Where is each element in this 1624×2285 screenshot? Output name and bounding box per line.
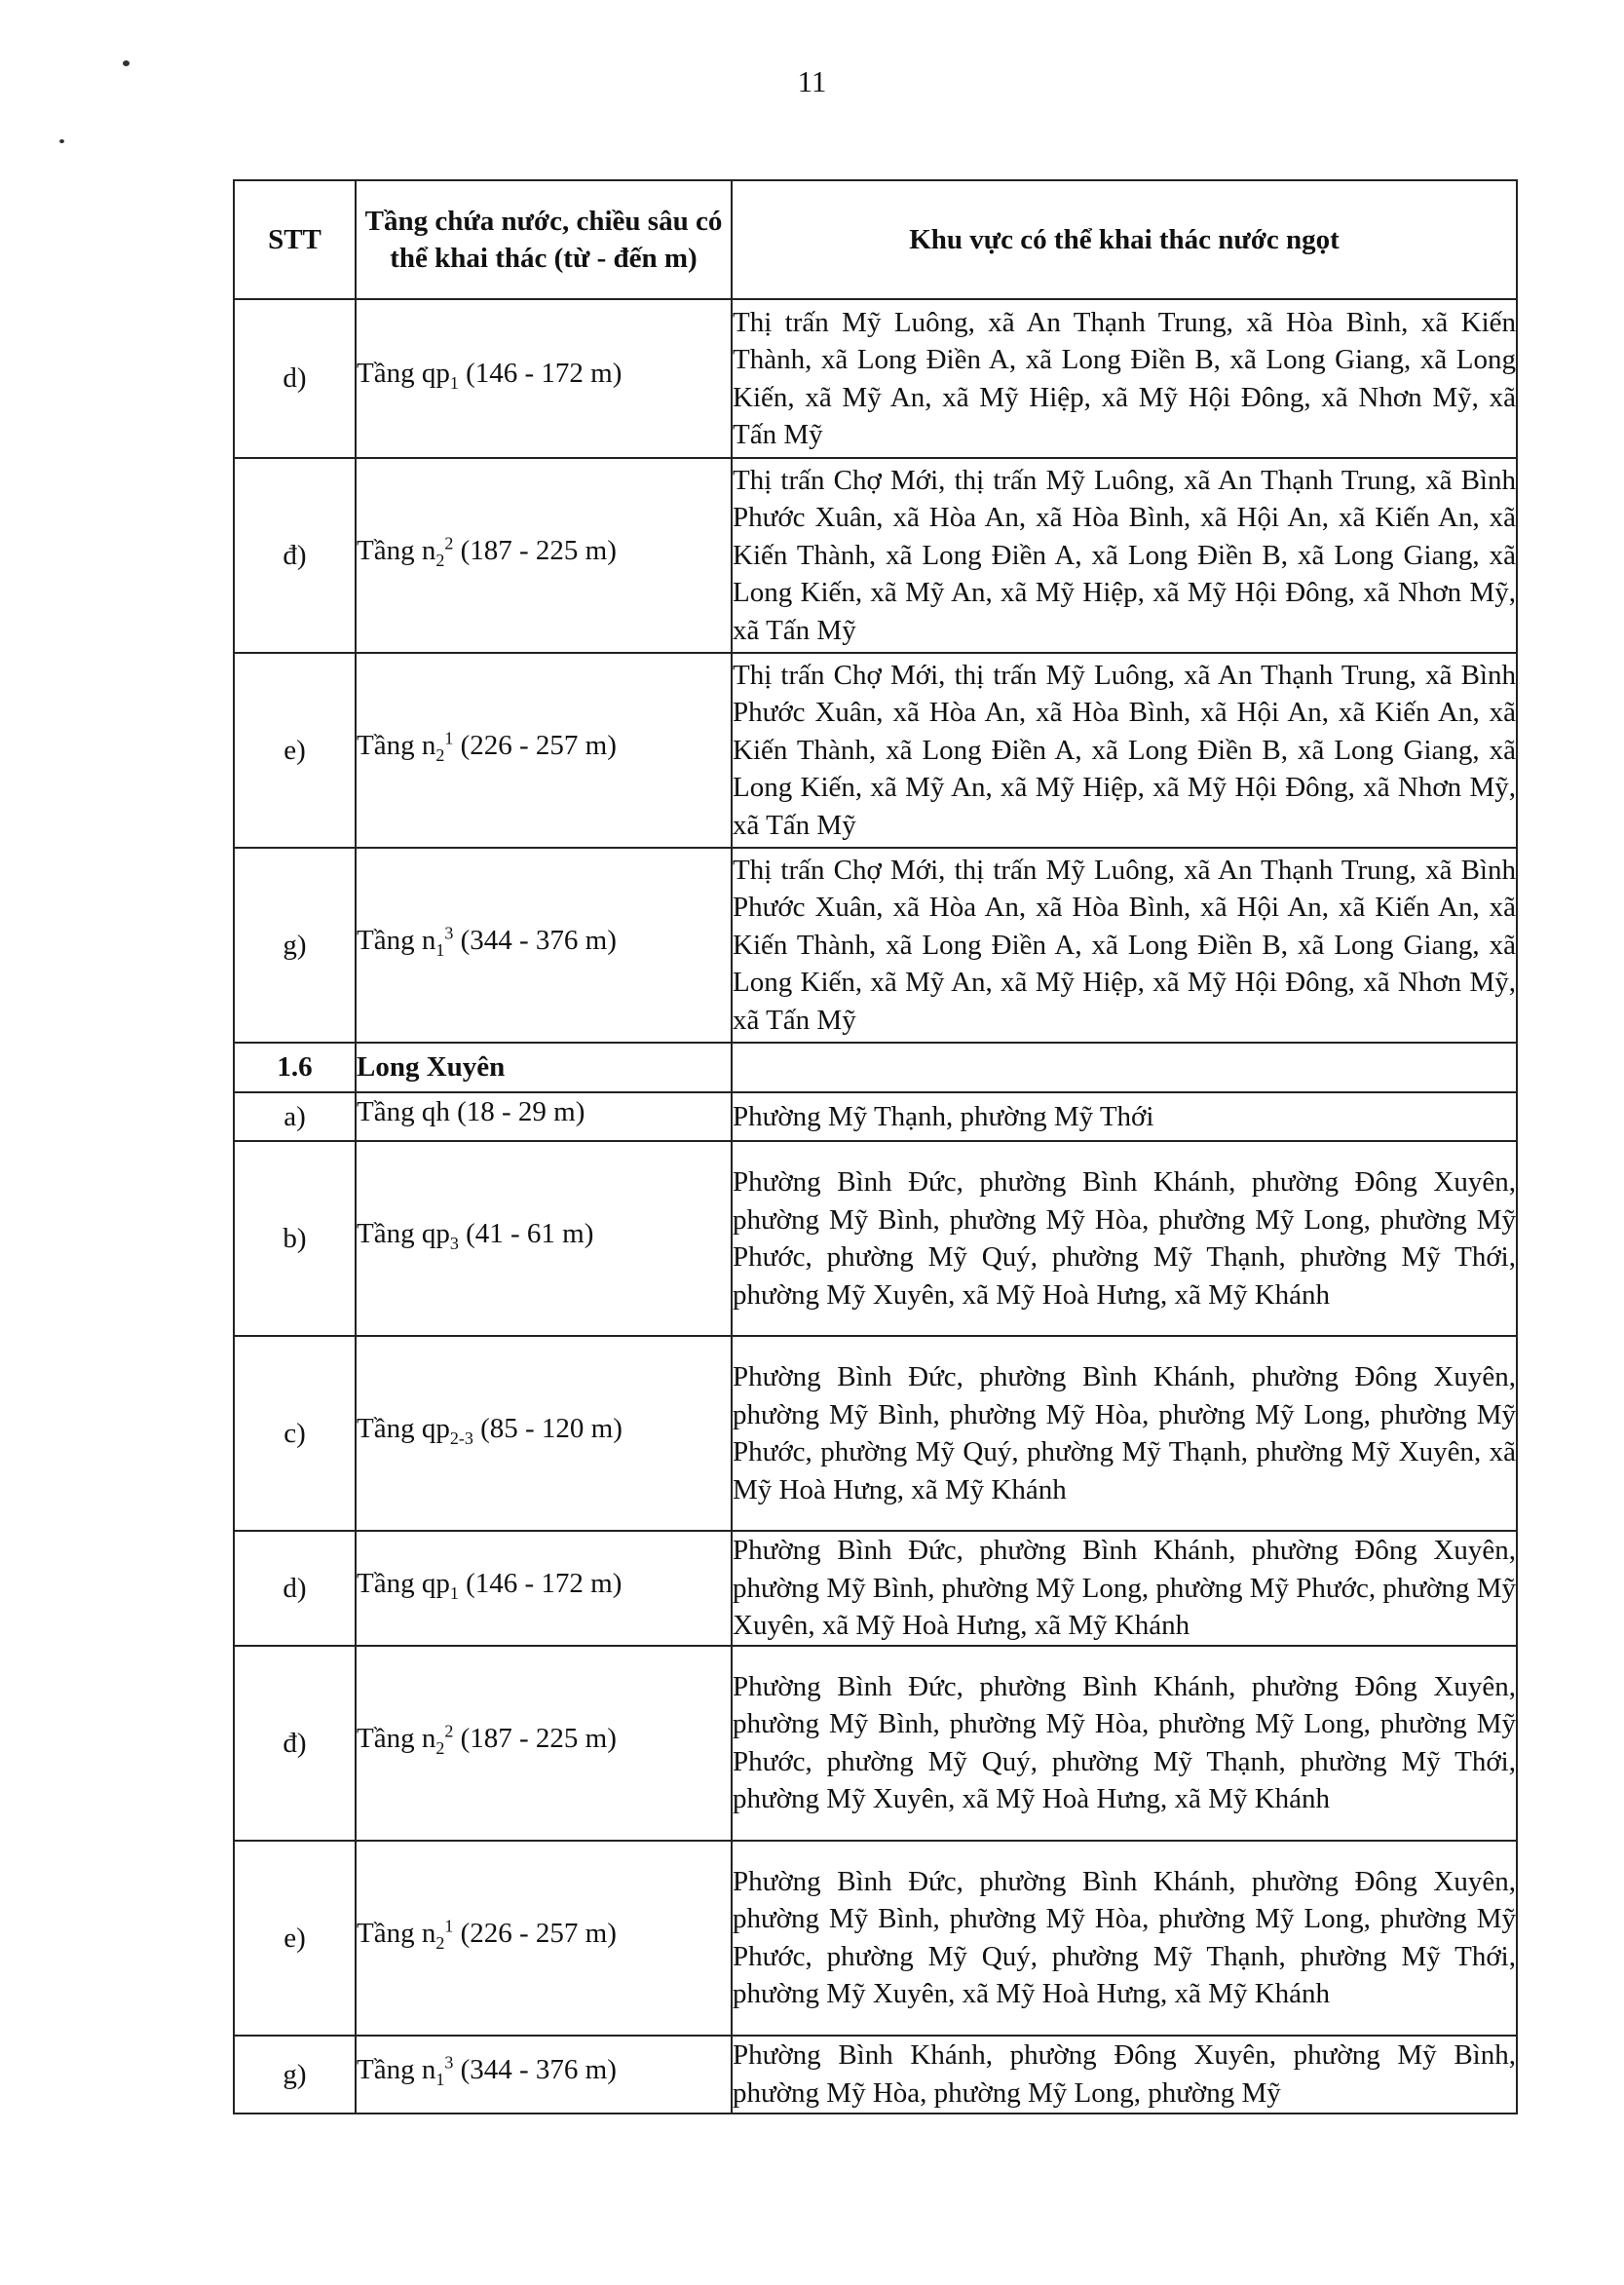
- table-row: [234, 1092, 1517, 1141]
- layer-subscript: 2: [435, 1932, 445, 1953]
- row-area: Phường Bình Đức, phường Bình Khánh, phường Đông Xuyên, phường Mỹ Bình, phường Mỹ Long, phường Mỹ Phước, phường Mỹ Xuyên, xã Mỹ Hoà Hưng, xã Mỹ Khánh: [732, 1531, 1517, 1646]
- layer-prefix: Tầng n: [357, 1917, 436, 1949]
- row-area: Phường Bình Đức, phường Bình Khánh, phường Đông Xuyên, phường Mỹ Bình, phường Mỹ Hòa, phường Mỹ Long, phường Mỹ Phước, phường Mỹ Quý, phường Mỹ Thạnh, phường Mỹ Thới, phường Mỹ Xuyên, xã Mỹ Hoà Hưng, xã Mỹ Khánh: [732, 1841, 1517, 2036]
- table-body: [234, 299, 1517, 2114]
- layer-prefix: Tầng qp: [357, 358, 450, 390]
- layer-depth: (146 - 172 m): [458, 358, 623, 390]
- row-area: Phường Bình Đức, phường Bình Khánh, phường Đông Xuyên, phường Mỹ Bình, phường Mỹ Hòa, phường Mỹ Long, phường Mỹ Phước, phường Mỹ Quý, phường Mỹ Thạnh, phường Mỹ Xuyên, xã Mỹ Hoà Hưng, xã Mỹ Khánh: [732, 1336, 1517, 1531]
- table-row: [234, 1336, 1517, 1531]
- layer-prefix: Tầng n: [357, 2053, 436, 2085]
- row-stt: e): [234, 653, 356, 848]
- layer-superscript: 1: [444, 728, 454, 748]
- layer-subscript: 2-3: [449, 1428, 473, 1448]
- row-stt: a): [234, 1092, 356, 1141]
- row-layer: [356, 458, 732, 653]
- row-layer: [356, 653, 732, 848]
- row-layer: [356, 299, 732, 458]
- row-area: Thị trấn Chợ Mới, thị trấn Mỹ Luông, xã An Thạnh Trung, xã Bình Phước Xuân, xã Hòa An, xã Hòa Bình, xã Hội An, xã Kiến An, xã Kiến Thành, xã Long Điền A, xã Long Điền B, xã Long Giang, xã Long Kiến, xã Mỹ An, xã Mỹ Hiệp, xã Mỹ Hội Đông, xã Nhơn Mỹ, xã Tấn Mỹ: [732, 458, 1517, 653]
- layer-superscript: 2: [444, 1720, 454, 1740]
- layer-subscript: 2: [435, 1737, 445, 1758]
- layer-prefix: Tầng n: [357, 729, 436, 761]
- table-header-row: [234, 180, 1517, 299]
- header-layer: Tầng chứa nước, chiều sâu có thể khai thác (từ - đến m): [356, 180, 732, 299]
- layer-prefix: Tầng qh: [357, 1096, 450, 1127]
- layer-prefix: Tầng qp: [357, 1218, 450, 1250]
- table-row: [234, 1841, 1517, 2036]
- table-row: [234, 299, 1517, 458]
- row-stt: c): [234, 1336, 356, 1531]
- table-row: [234, 848, 1517, 1043]
- row-area: Phường Mỹ Thạnh, phường Mỹ Thới: [732, 1092, 1517, 1141]
- row-stt: d): [234, 299, 356, 458]
- row-area: Phường Bình Khánh, phường Đông Xuyên, phường Mỹ Bình, phường Mỹ Hòa, phường Mỹ Long, phường Mỹ: [732, 2036, 1517, 2114]
- layer-superscript: 1: [444, 1915, 454, 1935]
- row-layer: [356, 1092, 732, 1141]
- section-row: [234, 1043, 1517, 1092]
- header-stt: STT: [234, 180, 356, 299]
- layer-subscript: 2: [435, 550, 445, 570]
- layer-depth: (344 - 376 m): [453, 2053, 617, 2085]
- layer-depth: (226 - 257 m): [453, 1917, 617, 1949]
- row-area: Thị trấn Chợ Mới, thị trấn Mỹ Luông, xã An Thạnh Trung, xã Bình Phước Xuân, xã Hòa An, xã Hòa Bình, xã Hội An, xã Kiến An, xã Kiến Thành, xã Long Điền A, xã Long Điền B, xã Long Giang, xã Long Kiến, xã Mỹ An, xã Mỹ Hiệp, xã Mỹ Hội Đông, xã Nhơn Mỹ, xã Tấn Mỹ: [732, 653, 1517, 848]
- row-layer: [356, 848, 732, 1043]
- layer-depth: (146 - 172 m): [458, 1567, 623, 1599]
- section-number: 1.6: [234, 1043, 356, 1092]
- row-stt: đ): [234, 458, 356, 653]
- layer-depth: (85 - 120 m): [472, 1413, 623, 1445]
- row-stt: d): [234, 1531, 356, 1646]
- groundwater-table: [233, 179, 1518, 2114]
- layer-prefix: Tầng n: [357, 534, 436, 566]
- table-row: [234, 1646, 1517, 1841]
- row-stt: e): [234, 1841, 356, 2036]
- layer-subscript: 1: [449, 373, 459, 394]
- table-row: [234, 2036, 1517, 2114]
- layer-subscript: 1: [435, 939, 445, 960]
- layer-superscript: 3: [444, 2051, 454, 2072]
- scan-speck: [59, 139, 64, 143]
- row-layer: [356, 1531, 732, 1646]
- page-number: 11: [797, 64, 827, 98]
- row-stt: g): [234, 2036, 356, 2114]
- row-layer: [356, 2036, 732, 2114]
- layer-depth: (18 - 29 m): [449, 1096, 585, 1127]
- table-row: [234, 1141, 1517, 1336]
- row-area: Thị trấn Chợ Mới, thị trấn Mỹ Luông, xã An Thạnh Trung, xã Bình Phước Xuân, xã Hòa An, xã Hòa Bình, xã Hội An, xã Kiến An, xã Kiến Thành, xã Long Điền A, xã Long Điền B, xã Long Giang, xã Long Kiến, xã Mỹ An, xã Mỹ Hiệp, xã Mỹ Hội Đông, xã Nhơn Mỹ, xã Tấn Mỹ: [732, 848, 1517, 1043]
- layer-depth: (226 - 257 m): [453, 729, 617, 761]
- table-row: [234, 1531, 1517, 1646]
- row-layer: [356, 1141, 732, 1336]
- table-row: [234, 458, 1517, 653]
- layer-subscript: 3: [449, 1233, 459, 1253]
- layer-prefix: Tầng qp: [357, 1567, 450, 1599]
- section-empty-cell: [732, 1043, 1517, 1092]
- layer-superscript: 2: [444, 533, 454, 553]
- row-area: Phường Bình Đức, phường Bình Khánh, phường Đông Xuyên, phường Mỹ Bình, phường Mỹ Hòa, phường Mỹ Long, phường Mỹ Phước, phường Mỹ Quý, phường Mỹ Thạnh, phường Mỹ Thới, phường Mỹ Xuyên, xã Mỹ Hoà Hưng, xã Mỹ Khánh: [732, 1141, 1517, 1336]
- table-row: [234, 653, 1517, 848]
- layer-subscript: 1: [435, 2069, 445, 2089]
- layer-superscript: 3: [444, 923, 454, 943]
- scan-speck: [123, 60, 130, 66]
- row-layer: [356, 1646, 732, 1841]
- row-stt: b): [234, 1141, 356, 1336]
- row-layer: [356, 1336, 732, 1531]
- layer-prefix: Tầng n: [357, 924, 436, 956]
- layer-depth: (187 - 225 m): [453, 1722, 617, 1754]
- layer-prefix: Tầng qp: [357, 1413, 450, 1445]
- layer-prefix: Tầng n: [357, 1722, 436, 1754]
- layer-subscript: 2: [435, 744, 445, 765]
- section-name: Long Xuyên: [356, 1043, 732, 1092]
- header-area: Khu vực có thể khai thác nước ngọt: [732, 180, 1517, 299]
- layer-depth: (344 - 376 m): [453, 924, 617, 956]
- row-area: Phường Bình Đức, phường Bình Khánh, phường Đông Xuyên, phường Mỹ Bình, phường Mỹ Hòa, phường Mỹ Long, phường Mỹ Phước, phường Mỹ Quý, phường Mỹ Thạnh, phường Mỹ Thới, phường Mỹ Xuyên, xã Mỹ Hoà Hưng, xã Mỹ Khánh: [732, 1646, 1517, 1841]
- row-stt: g): [234, 848, 356, 1043]
- row-area: Thị trấn Mỹ Luông, xã An Thạnh Trung, xã Hòa Bình, xã Kiến Thành, xã Long Điền A, xã Long Điền B, xã Long Giang, xã Long Kiến, xã Mỹ An, xã Mỹ Hiệp, xã Mỹ Hội Đông, xã Nhơn Mỹ, xã Tấn Mỹ: [732, 299, 1517, 458]
- row-layer: [356, 1841, 732, 2036]
- layer-subscript: 1: [449, 1582, 459, 1603]
- row-stt: đ): [234, 1646, 356, 1841]
- layer-depth: (41 - 61 m): [458, 1218, 594, 1250]
- layer-depth: (187 - 225 m): [453, 534, 617, 566]
